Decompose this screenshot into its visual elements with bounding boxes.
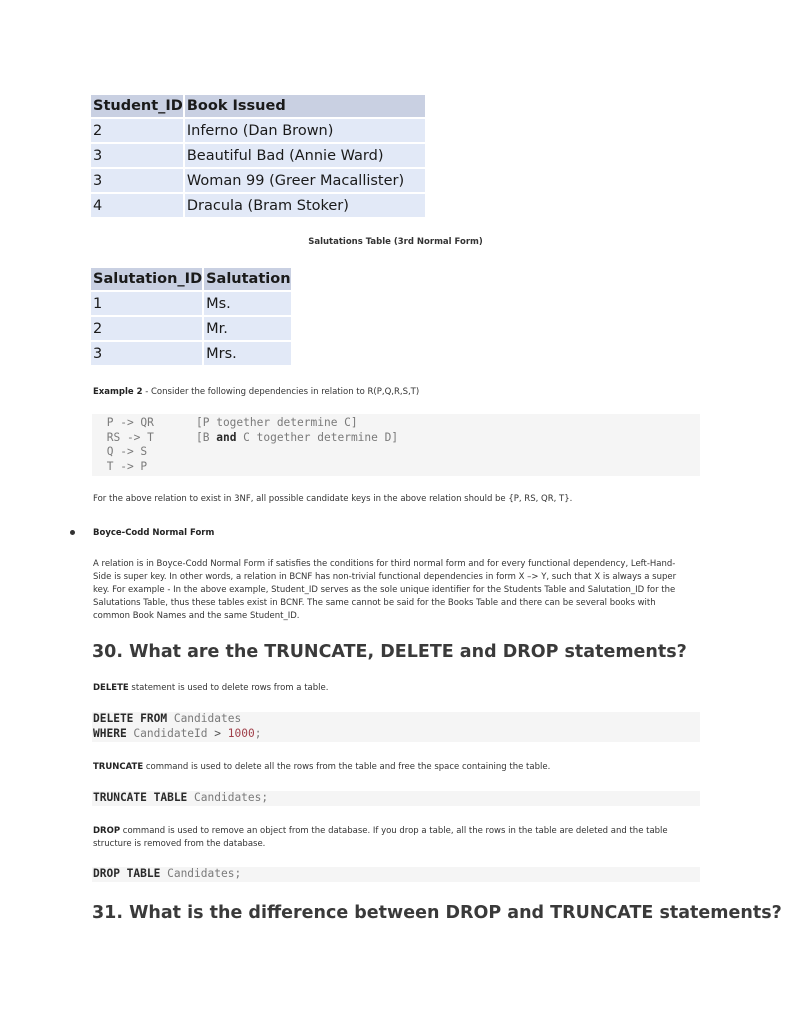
table-cell: 4	[91, 194, 185, 219]
example-2-description: - Consider the following dependencies in relation to R(P,Q,R,S,T)	[142, 387, 420, 397]
salutations-table	[91, 268, 291, 367]
dependencies-code-block	[92, 414, 700, 476]
table-cell: 1	[91, 292, 204, 317]
table-cell: 3	[91, 169, 185, 194]
table-header-row	[91, 95, 425, 119]
truncate-code-block	[92, 791, 700, 806]
delete-code-block	[92, 712, 700, 742]
code-line: P -> QR	[100, 416, 154, 429]
table-cell: Ms.	[204, 292, 290, 317]
code-line: WHERE CandidateId > 1000;	[93, 726, 262, 740]
code-comment: [P together determine C]	[196, 416, 358, 429]
table-cell: 2	[91, 119, 185, 144]
table-cell: Beautiful Bad (Annie Ward)	[185, 144, 425, 169]
table-row	[91, 317, 291, 342]
drop-description: DROP command is used to remove an object from the database. If you drop a table, all the rows in the table are deleted and the table structure is removed from the database.	[93, 826, 668, 849]
books-table	[91, 95, 425, 219]
table-row	[91, 144, 425, 169]
delete-description: DELETE statement is used to delete rows from a table.	[93, 683, 329, 693]
table-cell: 3	[91, 144, 185, 169]
candidate-keys-text: For the above relation to exist in 3NF, all possible candidate keys in the above relation should be {P, RS, QR, T}.	[93, 494, 573, 504]
table-cell: Dracula (Bram Stoker)	[185, 194, 425, 219]
example-2-label: Example 2	[93, 387, 143, 397]
drop-code-block	[92, 867, 700, 882]
table-row	[91, 342, 291, 367]
delete-keyword: DELETE	[93, 683, 129, 693]
question-30-heading: 30. What are the TRUNCATE, DELETE and DROP statements?	[92, 642, 687, 662]
table-cell: Mr.	[204, 317, 290, 342]
table-cell: 2	[91, 317, 204, 342]
column-header: Student_ID	[91, 95, 185, 119]
table-header-row	[91, 268, 291, 292]
code-line: TRUNCATE TABLE Candidates;	[93, 791, 269, 804]
code-line: DROP TABLE Candidates;	[93, 867, 242, 880]
column-header: Salutation	[204, 268, 290, 292]
table-row	[91, 119, 425, 144]
bullet-icon	[70, 530, 75, 535]
table-row	[91, 292, 291, 317]
column-header: Book Issued	[185, 95, 425, 119]
truncate-description: TRUNCATE command is used to delete all the rows from the table and free the space containing the table.	[93, 762, 551, 772]
code-line: Q -> S	[100, 445, 148, 458]
table-cell: Woman 99 (Greer Macallister)	[185, 169, 425, 194]
code-line: DELETE FROM Candidates	[93, 712, 242, 725]
drop-keyword: DROP	[93, 826, 121, 836]
truncate-keyword: TRUNCATE	[93, 762, 144, 772]
code-line: T -> P	[100, 459, 148, 473]
bcnf-paragraph: A relation is in Boyce-Codd Normal Form if satisfies the conditions for third normal form and for every functional dependency, Left-Hand-Side is super key. In other words, a relation in BCNF has non-trivial functional dependencies in form X –> Y, such that X is always a super key. For example - In the above example, Student_ID serves as the sole unique identifier for the Students Table and Salutation_ID for the Salutations Table, thus these tables exist in BCNF. The same cannot be said for the Books Table and there can be several books with common Book Names and the same Student_ID.	[93, 559, 677, 621]
code-line: RS -> T	[100, 430, 154, 444]
table-cell: Mrs.	[204, 342, 290, 367]
table-row	[91, 169, 425, 194]
bcnf-title: Boyce-Codd Normal Form	[93, 528, 215, 538]
question-31-heading: 31. What is the difference between DROP and TRUNCATE statements?	[92, 903, 782, 923]
table-caption: Salutations Table (3rd Normal Form)	[308, 237, 483, 247]
table-cell: Inferno (Dan Brown)	[185, 119, 425, 144]
example-2-text	[93, 386, 693, 399]
table-row	[91, 194, 425, 219]
code-comment: [B and C together determine D]	[196, 430, 399, 444]
column-header: Salutation_ID	[91, 268, 204, 292]
table-cell: 3	[91, 342, 204, 367]
